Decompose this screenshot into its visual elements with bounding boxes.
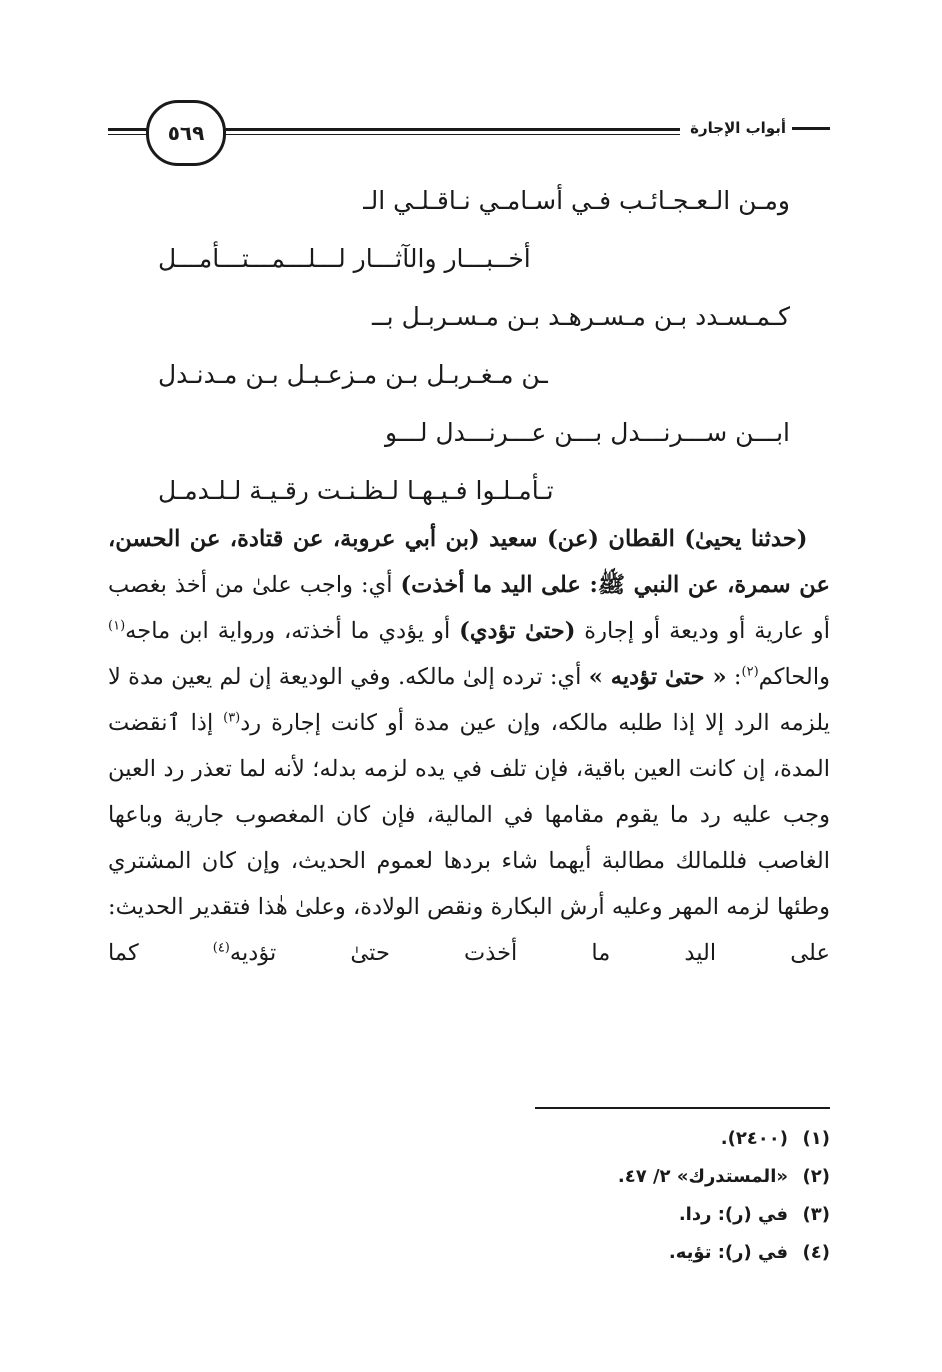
- poem-verse: ـن مـغـربـل بـن مـزعـبـل بـن مـدنـدل: [158, 360, 548, 389]
- text-run: كما: [108, 940, 213, 966]
- page-number: ٥٦٩: [167, 121, 205, 145]
- footnote-number: (٢): [802, 1166, 830, 1187]
- text-run: والحاكم: [758, 664, 831, 690]
- footnote: [430, 1120, 830, 1158]
- running-title-text: أبواب الإجارة: [690, 119, 786, 137]
- footnote-number: (٣): [802, 1204, 830, 1225]
- footnote-text: «المستدرك» ٢/ ٤٧.: [617, 1166, 788, 1187]
- text-run: أي: واجب علىٰ من أخذ بغصب أو عارية أو وديعة أو إجارة: [108, 572, 831, 644]
- text-run: أي: ترده إلىٰ مالكه. وفي الوديعة إن لم يعين مدة لا يلزمه الرد إلا إذا طلبه مالكه، وإن عين مدة أو كانت إجارة رد: [108, 664, 831, 736]
- footnote: [430, 1158, 830, 1196]
- poem-verse: كـمـسـدد بـن مـسـرهـد بـن مـسـربـل بــ: [372, 302, 790, 331]
- text-bold: « حتىٰ تؤديه »: [588, 664, 727, 690]
- text-run: أو يؤدي ما أخذته، ورواية ابن ماجه: [125, 618, 460, 644]
- footnote-ref[interactable]: (٣): [223, 710, 241, 726]
- page-number-frame: [146, 100, 226, 166]
- footnote-separator: [535, 1107, 830, 1109]
- footnote-number: (٤): [802, 1242, 830, 1263]
- footnote-ref[interactable]: (١): [108, 618, 126, 634]
- text-run: إذا ٱنقضت المدة، إن كانت العين باقية، فإن تلف في يده لزمه بدله؛ لأنه لما تعذر رد العين وجب عليه رد ما يقوم مقامها في المالية، فإن كان المغصوب جارية وباعها الغاصب فللمالك مطالبة أيهما شاء بردها لعموم الحديث، وإن كان المشتري وطئها لزمه المهر وعليه أرش البكارة ونقص الولادة، وعلىٰ هٰذا فتقدير الحديث: على اليد ما أخذت حتىٰ تؤديه: [108, 710, 830, 966]
- footnote: [430, 1234, 830, 1272]
- commentary-text: [108, 516, 830, 976]
- poem-verse: أخــبـــار والآثـــار لـــلـــمـــتـــأمـــل: [158, 244, 531, 273]
- poem: [150, 172, 790, 520]
- page-header: [108, 100, 830, 170]
- footnote-ref[interactable]: (٤): [212, 940, 230, 956]
- text-bold: (حدثنا يحيىٰ): [684, 526, 808, 552]
- poem-verse: ابـــن ســـرنـــدل بـــن عـــرنـــدل لـــو: [385, 418, 790, 447]
- text-bold: (حتىٰ تؤدي): [459, 618, 576, 644]
- footnote-text: في (ر): تؤيه.: [668, 1242, 788, 1263]
- footnote-text: (٢٤٠٠).: [720, 1128, 788, 1149]
- footnote-text: في (ر): ردا.: [678, 1204, 788, 1225]
- footnote-ref[interactable]: (٢): [741, 664, 759, 680]
- title-dash: [792, 127, 830, 130]
- commentary-paragraph: [108, 516, 830, 976]
- poem-verse: ومـن الـعـجـائـب فـي أسـامـي نـاقـلـي الـ: [363, 186, 790, 215]
- text-run: :: [726, 664, 742, 690]
- running-title: [680, 116, 830, 140]
- text-bold: : على اليد ما أخذت): [400, 572, 598, 598]
- footnote: [430, 1196, 830, 1234]
- poem-verse: تـأمـلـوا فـيـهـا لـظـنـت رقـيـة لـلـدمـل: [158, 476, 554, 505]
- footnotes: [430, 1120, 830, 1272]
- footnote-number: (١): [802, 1128, 830, 1149]
- text-bold: القطان (عن) سعيد (بن أبي عروبة، عن قتادة، عن الحسن، عن سمرة، عن النبي ﷺ: [108, 526, 830, 598]
